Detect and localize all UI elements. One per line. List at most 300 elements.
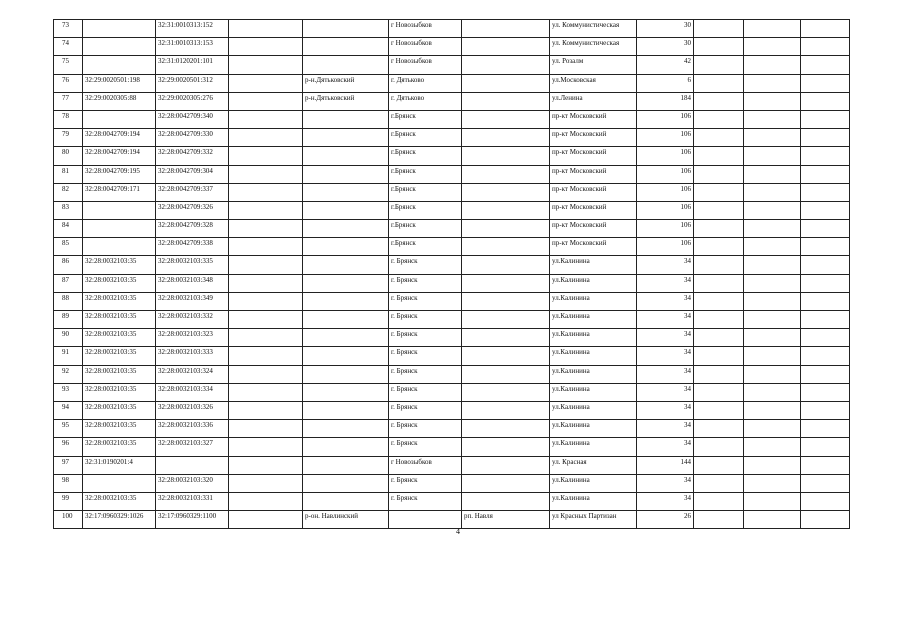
row-number-cell: 87	[54, 274, 83, 292]
blank-cell	[801, 129, 850, 147]
blank-cell	[801, 74, 850, 92]
settlement-cell	[462, 201, 550, 219]
house-number-cell: 106	[637, 238, 694, 256]
street-cell: пр-кт Московский	[550, 201, 637, 219]
table-row	[54, 201, 850, 219]
blank-cell	[801, 492, 850, 510]
cadastral-number-cell: 32:28:0042709:340	[156, 110, 229, 128]
old-cadastral-number-cell: 32:28:0032103:35	[83, 401, 156, 419]
district-cell	[303, 401, 389, 419]
house-number-cell: 34	[637, 274, 694, 292]
district-cell	[303, 456, 389, 474]
settlement-cell	[462, 292, 550, 310]
blank-cell	[744, 183, 801, 201]
table-row	[54, 292, 850, 310]
house-number-cell: 30	[637, 20, 694, 38]
city-cell: г.Брянск	[389, 110, 462, 128]
district-cell	[303, 256, 389, 274]
settlement-cell	[462, 74, 550, 92]
city-cell: г. Брянск	[389, 401, 462, 419]
settlement-cell	[462, 256, 550, 274]
table-row	[54, 56, 850, 74]
city-cell: г. Брянск	[389, 474, 462, 492]
cadastral-number-cell	[156, 456, 229, 474]
blank-cell	[801, 201, 850, 219]
blank-cell	[801, 311, 850, 329]
row-number-cell: 94	[54, 401, 83, 419]
table-row	[54, 365, 850, 383]
row-number-cell: 91	[54, 347, 83, 365]
settlement-cell	[462, 220, 550, 238]
blank-cell	[801, 274, 850, 292]
row-number-cell: 77	[54, 92, 83, 110]
district-cell	[303, 274, 389, 292]
blank-cell	[229, 456, 303, 474]
settlement-cell	[462, 129, 550, 147]
district-cell	[303, 220, 389, 238]
blank-cell	[229, 347, 303, 365]
street-cell: ул.Калинина	[550, 274, 637, 292]
blank-cell	[694, 401, 744, 419]
blank-cell	[744, 474, 801, 492]
blank-cell	[229, 201, 303, 219]
settlement-cell	[462, 401, 550, 419]
house-number-cell: 34	[637, 329, 694, 347]
settlement-cell	[462, 365, 550, 383]
district-cell	[303, 147, 389, 165]
row-number-cell: 83	[54, 201, 83, 219]
blank-cell	[801, 183, 850, 201]
cadastral-number-cell: 32:28:0042709:326	[156, 201, 229, 219]
settlement-cell	[462, 92, 550, 110]
table-row	[54, 347, 850, 365]
blank-cell	[229, 438, 303, 456]
old-cadastral-number-cell: 32:28:0032103:35	[83, 420, 156, 438]
settlement-cell	[462, 383, 550, 401]
row-number-cell: 89	[54, 311, 83, 329]
blank-cell	[229, 129, 303, 147]
old-cadastral-number-cell: 32:17:0960329:1026	[83, 511, 156, 529]
cadastral-number-cell: 32:28:0032103:320	[156, 474, 229, 492]
district-cell	[303, 56, 389, 74]
blank-cell	[694, 311, 744, 329]
street-cell: ул.Калинина	[550, 347, 637, 365]
city-cell: г. Брянск	[389, 329, 462, 347]
street-cell: пр-кт Московский	[550, 238, 637, 256]
old-cadastral-number-cell: 32:28:0032103:35	[83, 256, 156, 274]
table-row	[54, 492, 850, 510]
blank-cell	[229, 110, 303, 128]
table-row	[54, 74, 850, 92]
settlement-cell	[462, 492, 550, 510]
city-cell: г. Брянск	[389, 420, 462, 438]
old-cadastral-number-cell: 32:28:0042709:194	[83, 129, 156, 147]
cadastral-number-cell: 32:31:0120201:101	[156, 56, 229, 74]
settlement-cell	[462, 438, 550, 456]
city-cell: г. Брянск	[389, 365, 462, 383]
house-number-cell: 34	[637, 474, 694, 492]
blank-cell	[694, 183, 744, 201]
blank-cell	[694, 456, 744, 474]
city-cell: г.Брянск	[389, 147, 462, 165]
row-number-cell: 96	[54, 438, 83, 456]
street-cell: пр-кт Московский	[550, 147, 637, 165]
old-cadastral-number-cell: 32:28:0032103:35	[83, 292, 156, 310]
table-row	[54, 383, 850, 401]
city-cell: г. Брянск	[389, 292, 462, 310]
row-number-cell: 74	[54, 38, 83, 56]
city-cell: г. Брянск	[389, 311, 462, 329]
old-cadastral-number-cell: 32:28:0042709:171	[83, 183, 156, 201]
house-number-cell: 106	[637, 110, 694, 128]
settlement-cell	[462, 274, 550, 292]
street-cell: ул.Ленина	[550, 92, 637, 110]
district-cell: р-н.Дятьковский	[303, 92, 389, 110]
cadastral-number-cell: 32:28:0032103:327	[156, 438, 229, 456]
settlement-cell: рп. Навля	[462, 511, 550, 529]
blank-cell	[229, 401, 303, 419]
blank-cell	[744, 492, 801, 510]
table-row	[54, 238, 850, 256]
blank-cell	[694, 292, 744, 310]
old-cadastral-number-cell: 32:28:0032103:35	[83, 311, 156, 329]
blank-cell	[229, 92, 303, 110]
city-cell: г.Брянск	[389, 183, 462, 201]
old-cadastral-number-cell: 32:28:0032103:35	[83, 438, 156, 456]
city-cell: г.Брянск	[389, 201, 462, 219]
blank-cell	[229, 74, 303, 92]
city-cell: г. Брянск	[389, 438, 462, 456]
cadastral-number-cell: 32:28:0042709:328	[156, 220, 229, 238]
street-cell: ул. Коммунистическая	[550, 20, 637, 38]
blank-cell	[694, 329, 744, 347]
old-cadastral-number-cell: 32:31:0190201:4	[83, 456, 156, 474]
blank-cell	[801, 165, 850, 183]
blank-cell	[801, 56, 850, 74]
blank-cell	[744, 311, 801, 329]
blank-cell	[744, 456, 801, 474]
blank-cell	[744, 129, 801, 147]
blank-cell	[744, 365, 801, 383]
city-cell: г. Брянск	[389, 347, 462, 365]
table-row	[54, 129, 850, 147]
street-cell: ул.Калинина	[550, 311, 637, 329]
district-cell: р-н.Дятьковский	[303, 74, 389, 92]
street-cell: пр-кт Московский	[550, 183, 637, 201]
blank-cell	[694, 438, 744, 456]
blank-cell	[229, 492, 303, 510]
row-number-cell: 76	[54, 74, 83, 92]
street-cell: ул. Розалм	[550, 56, 637, 74]
cadastral-number-cell: 32:28:0042709:337	[156, 183, 229, 201]
table-row	[54, 420, 850, 438]
old-cadastral-number-cell: 32:28:0032103:35	[83, 274, 156, 292]
city-cell: г. Брянск	[389, 383, 462, 401]
row-number-cell: 98	[54, 474, 83, 492]
settlement-cell	[462, 147, 550, 165]
blank-cell	[694, 74, 744, 92]
street-cell: ул.Калинина	[550, 383, 637, 401]
settlement-cell	[462, 56, 550, 74]
city-cell: г Новозыбков	[389, 56, 462, 74]
street-cell: ул.Калинина	[550, 401, 637, 419]
city-cell	[389, 511, 462, 529]
city-cell: г Новозыбков	[389, 456, 462, 474]
street-cell: ул.Калинина	[550, 492, 637, 510]
settlement-cell	[462, 20, 550, 38]
city-cell: г. Дятьково	[389, 92, 462, 110]
district-cell	[303, 420, 389, 438]
table-row	[54, 220, 850, 238]
street-cell: ул.Московская	[550, 74, 637, 92]
blank-cell	[229, 274, 303, 292]
table-row	[54, 165, 850, 183]
blank-cell	[694, 92, 744, 110]
table-row	[54, 256, 850, 274]
row-number-cell: 90	[54, 329, 83, 347]
row-number-cell: 81	[54, 165, 83, 183]
house-number-cell: 34	[637, 311, 694, 329]
blank-cell	[229, 420, 303, 438]
blank-cell	[229, 292, 303, 310]
blank-cell	[801, 474, 850, 492]
settlement-cell	[462, 420, 550, 438]
blank-cell	[801, 110, 850, 128]
blank-cell	[694, 238, 744, 256]
blank-cell	[694, 492, 744, 510]
cadastral-number-cell: 32:28:0032103:331	[156, 492, 229, 510]
old-cadastral-number-cell	[83, 201, 156, 219]
city-cell: г. Брянск	[389, 274, 462, 292]
street-cell: ул. Коммунистическая	[550, 38, 637, 56]
house-number-cell: 26	[637, 511, 694, 529]
blank-cell	[801, 256, 850, 274]
cadastral-number-cell: 32:28:0032103:349	[156, 292, 229, 310]
district-cell	[303, 201, 389, 219]
house-number-cell: 6	[637, 74, 694, 92]
old-cadastral-number-cell: 32:28:0042709:194	[83, 147, 156, 165]
row-number-cell: 99	[54, 492, 83, 510]
cadastral-number-cell: 32:28:0032103:324	[156, 365, 229, 383]
settlement-cell	[462, 38, 550, 56]
street-cell: ул.Калинина	[550, 438, 637, 456]
blank-cell	[694, 420, 744, 438]
cadastral-number-cell: 32:31:0010313:153	[156, 38, 229, 56]
blank-cell	[229, 474, 303, 492]
district-cell: р-он. Навлинский	[303, 511, 389, 529]
blank-cell	[744, 20, 801, 38]
document-table-container	[53, 19, 850, 529]
blank-cell	[744, 401, 801, 419]
blank-cell	[744, 329, 801, 347]
house-number-cell: 34	[637, 256, 694, 274]
old-cadastral-number-cell	[83, 474, 156, 492]
blank-cell	[744, 347, 801, 365]
cadastral-number-cell: 32:28:0042709:332	[156, 147, 229, 165]
blank-cell	[229, 220, 303, 238]
settlement-cell	[462, 329, 550, 347]
blank-cell	[801, 383, 850, 401]
street-cell: пр-кт Московский	[550, 165, 637, 183]
district-cell	[303, 38, 389, 56]
old-cadastral-number-cell: 32:28:0042709:195	[83, 165, 156, 183]
blank-cell	[801, 456, 850, 474]
house-number-cell: 34	[637, 438, 694, 456]
old-cadastral-number-cell: 32:29:0020305:88	[83, 92, 156, 110]
blank-cell	[229, 365, 303, 383]
district-cell	[303, 110, 389, 128]
settlement-cell	[462, 347, 550, 365]
blank-cell	[694, 256, 744, 274]
row-number-cell: 73	[54, 20, 83, 38]
old-cadastral-number-cell: 32:28:0032103:35	[83, 347, 156, 365]
table-row	[54, 274, 850, 292]
row-number-cell: 79	[54, 129, 83, 147]
city-cell: г. Брянск	[389, 256, 462, 274]
city-cell: г Новозыбков	[389, 20, 462, 38]
table-row	[54, 20, 850, 38]
table-row	[54, 110, 850, 128]
cadastral-number-cell: 32:28:0032103:336	[156, 420, 229, 438]
street-cell: ул.Калинина	[550, 420, 637, 438]
cadastral-number-cell: 32:28:0032103:348	[156, 274, 229, 292]
blank-cell	[694, 365, 744, 383]
blank-cell	[801, 147, 850, 165]
district-cell	[303, 438, 389, 456]
row-number-cell: 84	[54, 220, 83, 238]
city-cell: г.Брянск	[389, 165, 462, 183]
house-number-cell: 34	[637, 420, 694, 438]
blank-cell	[229, 256, 303, 274]
blank-cell	[694, 129, 744, 147]
house-number-cell: 106	[637, 201, 694, 219]
old-cadastral-number-cell: 32:28:0032103:35	[83, 383, 156, 401]
old-cadastral-number-cell: 32:28:0032103:35	[83, 365, 156, 383]
settlement-cell	[462, 238, 550, 256]
old-cadastral-number-cell: 32:29:0020501:198	[83, 74, 156, 92]
blank-cell	[694, 383, 744, 401]
blank-cell	[744, 256, 801, 274]
house-number-cell: 34	[637, 401, 694, 419]
cadastral-number-cell: 32:28:0032103:334	[156, 383, 229, 401]
blank-cell	[801, 438, 850, 456]
house-number-cell: 34	[637, 292, 694, 310]
blank-cell	[801, 511, 850, 529]
blank-cell	[801, 92, 850, 110]
blank-cell	[229, 147, 303, 165]
blank-cell	[744, 165, 801, 183]
table-body	[54, 20, 850, 529]
blank-cell	[694, 274, 744, 292]
blank-cell	[229, 511, 303, 529]
row-number-cell: 82	[54, 183, 83, 201]
blank-cell	[744, 56, 801, 74]
cadastral-number-cell: 32:31:0010313:152	[156, 20, 229, 38]
row-number-cell: 75	[54, 56, 83, 74]
cadastral-number-cell: 32:29:0020501:312	[156, 74, 229, 92]
blank-cell	[801, 20, 850, 38]
blank-cell	[694, 20, 744, 38]
row-number-cell: 95	[54, 420, 83, 438]
old-cadastral-number-cell	[83, 110, 156, 128]
blank-cell	[694, 511, 744, 529]
house-number-cell: 34	[637, 365, 694, 383]
blank-cell	[694, 147, 744, 165]
blank-cell	[229, 56, 303, 74]
blank-cell	[801, 365, 850, 383]
street-cell: ул.Калинина	[550, 365, 637, 383]
district-cell	[303, 383, 389, 401]
row-number-cell: 100	[54, 511, 83, 529]
table-row	[54, 92, 850, 110]
blank-cell	[801, 220, 850, 238]
settlement-cell	[462, 165, 550, 183]
blank-cell	[229, 20, 303, 38]
blank-cell	[694, 110, 744, 128]
street-cell: ул.Калинина	[550, 474, 637, 492]
blank-cell	[744, 38, 801, 56]
cadastral-number-cell: 32:28:0032103:332	[156, 311, 229, 329]
settlement-cell	[462, 474, 550, 492]
table-row	[54, 38, 850, 56]
blank-cell	[744, 511, 801, 529]
blank-cell	[801, 401, 850, 419]
street-cell: ул. Красная	[550, 456, 637, 474]
street-cell: пр-кт Московский	[550, 129, 637, 147]
house-number-cell: 106	[637, 165, 694, 183]
district-cell	[303, 492, 389, 510]
blank-cell	[229, 165, 303, 183]
table-row	[54, 183, 850, 201]
cadastral-number-cell: 32:28:0032103:335	[156, 256, 229, 274]
cadastral-number-cell: 32:28:0042709:330	[156, 129, 229, 147]
street-cell: ул.Калинина	[550, 329, 637, 347]
blank-cell	[744, 220, 801, 238]
blank-cell	[694, 38, 744, 56]
row-number-cell: 88	[54, 292, 83, 310]
blank-cell	[801, 38, 850, 56]
row-number-cell: 92	[54, 365, 83, 383]
settlement-cell	[462, 456, 550, 474]
blank-cell	[744, 238, 801, 256]
cadastral-number-cell: 32:28:0032103:323	[156, 329, 229, 347]
blank-cell	[744, 201, 801, 219]
table-row	[54, 511, 850, 529]
blank-cell	[801, 347, 850, 365]
blank-cell	[229, 38, 303, 56]
blank-cell	[694, 201, 744, 219]
settlement-cell	[462, 183, 550, 201]
house-number-cell: 184	[637, 92, 694, 110]
blank-cell	[229, 238, 303, 256]
district-cell	[303, 347, 389, 365]
blank-cell	[744, 74, 801, 92]
blank-cell	[694, 220, 744, 238]
old-cadastral-number-cell	[83, 20, 156, 38]
blank-cell	[744, 92, 801, 110]
district-cell	[303, 311, 389, 329]
house-number-cell: 34	[637, 492, 694, 510]
cadastral-number-cell: 32:28:0042709:338	[156, 238, 229, 256]
house-number-cell: 106	[637, 183, 694, 201]
blank-cell	[694, 347, 744, 365]
district-cell	[303, 165, 389, 183]
blank-cell	[744, 274, 801, 292]
old-cadastral-number-cell	[83, 56, 156, 74]
table-row	[54, 311, 850, 329]
district-cell	[303, 20, 389, 38]
row-number-cell: 97	[54, 456, 83, 474]
